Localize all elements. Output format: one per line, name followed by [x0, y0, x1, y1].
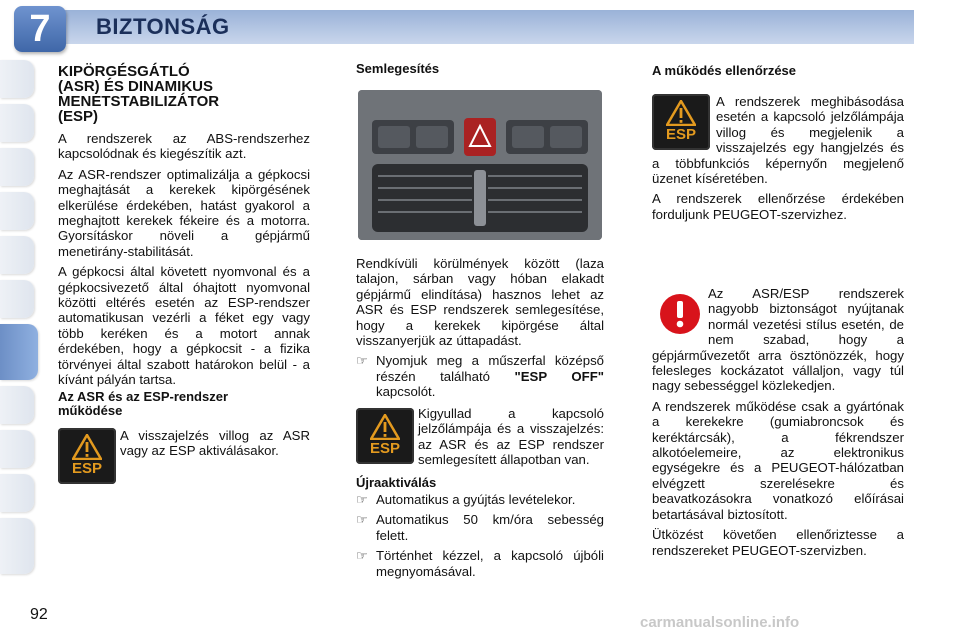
paragraph: A gépkocsi által követett nyomvonal és a gépkocsivezető által óhajtott nyomvonal közötti eltérés esetén az ESP-rendszer automatikusan vezérli a féket egy vagy több keréken és a motort annak érdekében, hogy a gépkocsit - a fizika törvényei által szabott határokon belül - a kívánt pályán tartsa.	[58, 264, 310, 388]
chapter-tabs	[0, 0, 44, 640]
float-spacer	[652, 286, 708, 342]
paragraph: Az ASR/ESP rendszerek nagyobb biztonságot nyújtanak normál vezetési stílus esetén, de nem szabad, hogy a gépjárművezetőt arra ösztönözzék, hogy felesleges kockázatot vállaljon, vagy túl nagy sebességgel közlekedjen.	[652, 286, 904, 394]
esp-lamp-text: A visszajelzés villog az ASR vagy az ESP aktiválásakor.	[120, 428, 310, 459]
page-number: 92	[30, 606, 48, 623]
chapter-tab[interactable]	[0, 236, 34, 274]
paragraph: Az ASR-rendszer optimalizálja a gépkocsi meghajtását a kerekek kipörgésének elkerülése érdekében, hatást gyakorol a meghajtott kerekek fékeire és a motorra. Gyorsításkor növeli a gépjármű menetirány-stabilitását.	[58, 166, 310, 259]
chapter-title: BIZTONSÁG	[96, 14, 230, 39]
col1-text	[58, 131, 310, 393]
dashboard-switch-panel-image	[358, 90, 602, 240]
pointing-hand-icon: ☞	[356, 548, 368, 564]
paragraph: A rendszerek az ABS-rendszerhez kapcsolódnak és kiegészítik azt.	[58, 131, 310, 162]
chapter-tab[interactable]	[0, 430, 34, 468]
bullet-item	[356, 492, 604, 507]
section-title-esp: KIPÖRGÉSGÁTLÓ (ASR) ÉS DINAMIKUS MENETSTABILIZÁTOR (ESP)	[58, 63, 220, 125]
chapter-tab[interactable]	[0, 474, 34, 512]
lamp-on-text: Kigyullad a kapcsoló jelzőlámpája és a visszajelzés: az ASR és az ESP rendszer semlegesített állapotban van.	[418, 406, 604, 468]
esp-warning-lamp-icon	[58, 428, 116, 484]
col3-text-top	[652, 94, 904, 227]
float-spacer	[652, 94, 716, 152]
chapter-number: 7	[14, 6, 66, 52]
pointing-hand-icon: ☞	[356, 353, 368, 369]
chapter-tab[interactable]	[0, 280, 34, 318]
paragraph: A rendszerek ellenőrzése érdekében forduljunk PEUGEOT-szervizhez.	[652, 191, 904, 222]
chapter-tab[interactable]	[0, 386, 34, 424]
col3-text-bottom	[652, 286, 904, 563]
reactivation-list	[356, 492, 604, 579]
pointing-hand-icon: ☞	[356, 492, 368, 507]
col2-text	[356, 256, 604, 400]
esp-warning-lamp-icon	[356, 408, 414, 464]
bullet-text: kapcsolót.	[376, 384, 436, 400]
bullet-text: Automatikus 50 km/óra sebesség felett.	[376, 512, 604, 543]
chapter-tab[interactable]	[0, 518, 34, 574]
bullet-text: Automatikus a gyújtás levételekor.	[376, 492, 576, 507]
chapter-tab[interactable]	[0, 192, 34, 230]
section-title-deactivation: Semlegesítés	[356, 61, 440, 76]
esp-label: ESP	[71, 460, 102, 477]
bullet-item	[356, 353, 604, 399]
section-title-operation: Az ASR és az ESP-rendszer működése	[58, 389, 229, 418]
paragraph: Ütközést követően ellenőriztesse a rendszereket PEUGEOT-szervizben.	[652, 527, 904, 558]
esp-label: ESP	[665, 126, 696, 143]
section-title-reactivation: Újraaktiválás	[356, 475, 437, 490]
bullet-text: Történhet kézzel, a kapcsoló újbóli megnyomásával.	[376, 548, 604, 579]
esp-off-label: "ESP OFF"	[514, 368, 604, 384]
paragraph: A rendszerek működése csak a gyártónak a kerekekre (gumiabroncsok és keréktárcsák), a fékrendszer alkotóelemeire, az elektronikus egységekre és a PEUGEOT-hálózatban elvégzett szerelésekre és beavatkozásokra vonatkozó előírásai betartásával biztosított.	[652, 398, 904, 522]
bullet-item	[356, 548, 604, 579]
pointing-hand-icon: ☞	[356, 512, 368, 528]
chapter-tab[interactable]	[0, 148, 34, 186]
esp-label: ESP	[369, 440, 400, 457]
watermark: carmanualsonline.info	[640, 614, 800, 631]
bullet-text: Nyomjuk meg a műszerfal középső részén található	[376, 353, 604, 384]
section-title-check: A működés ellenőrzése	[652, 63, 797, 78]
chapter-tab[interactable]	[0, 60, 34, 98]
bullet-item	[356, 512, 604, 543]
paragraph: A rendszerek meghibásodása esetén a kapcsoló jelzőlámpája villog és megjelenik a visszajelzés egy hangjelzés és a többfunkciós képernyőn megjelenő üzenet kíséretében.	[652, 94, 904, 187]
chapter-tab[interactable]	[0, 104, 34, 142]
paragraph: Rendkívüli körülmények között (laza talajon, sárban vagy hóban elakadt gépjármű elindítása) hasznos lehet az ASR és ESP rendszerek semlegesítése, hogy a kerekek kipörgése által visszanyerjük az úttapadást.	[356, 256, 604, 349]
chapter-tab-active[interactable]	[0, 324, 38, 380]
